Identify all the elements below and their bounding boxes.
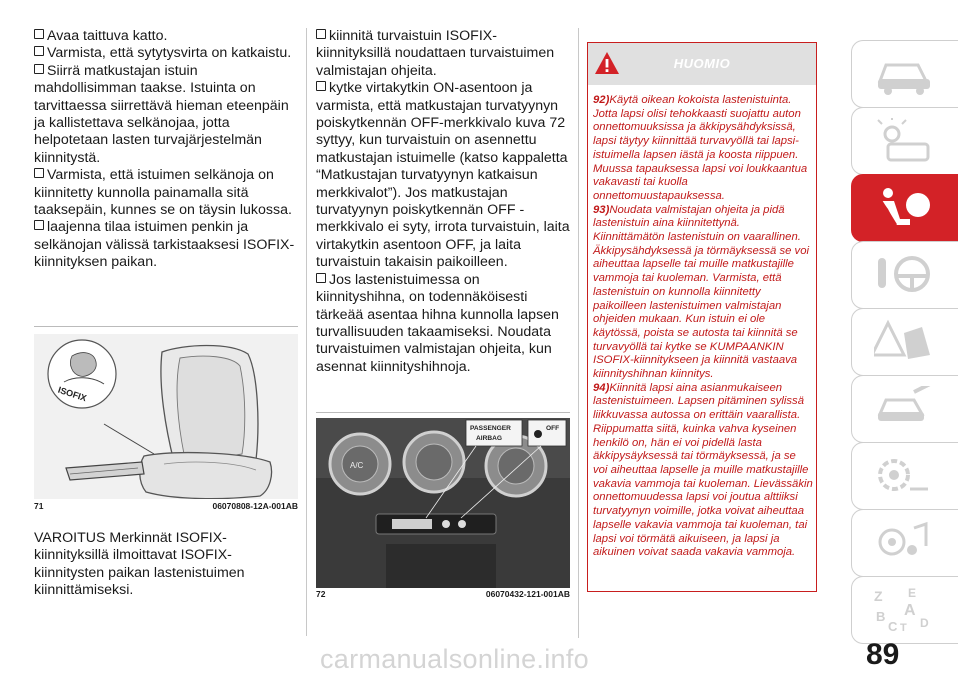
tab-maintenance[interactable] bbox=[851, 375, 958, 443]
step-text: kytke virtakytkin ON-asentoon ja varmista, että matkustajan turvatyynyn poiskytkennän OFF-merkkivalo kuva 72 syttyy, kun turvaistuin on asennettu matkustajan istuimelle (katso kappaletta “Matkustajan turvatyynyn katkaisun merkkivalot”). Jos matkustajan turvatyynyn poiskytkennän OFF -merkkivalo ei syty, irrota turvaistuin, laita virtakytkin asentoon OFF, ja laita turvaistuin takaisin paikoilleen. bbox=[316, 80, 570, 271]
checkbox-bullet-icon bbox=[34, 168, 44, 178]
caution-ref: 92) bbox=[593, 94, 610, 106]
column-divider bbox=[306, 28, 307, 636]
ac-label: A/C bbox=[350, 461, 364, 470]
technical-data-icon bbox=[874, 453, 934, 499]
index-letter: E bbox=[908, 587, 917, 600]
seat-drawing bbox=[34, 334, 298, 499]
instruction-step bbox=[316, 272, 570, 376]
isofix-seat-illustration bbox=[34, 334, 298, 499]
tab-technical-data[interactable] bbox=[851, 442, 958, 510]
off-label: OFF bbox=[546, 425, 560, 432]
step-text: kiinnitä turvaistuin ISOFIX-kiinnityksillä noudattaen turvaistuimen valmistajan ohjeita. bbox=[316, 28, 555, 79]
checkbox-bullet-icon bbox=[34, 46, 44, 56]
dashboard-airbag-illustration bbox=[316, 418, 570, 588]
caution-body bbox=[593, 94, 813, 560]
step-text: Jos lastenistuimessa on kiinnityshihna, on todennäköisesti tärkeää asentaa hihna kunnolla lapsen turvallisuuden takaamiseksi. Noudata turvaistuimen valmistajan ohjeita, kun asennat kiinnityshihnoja. bbox=[316, 271, 559, 375]
caution-text: Noudata valmistajan ohjeita ja pidä lastenistuin aina kiinnitettynä. Kiinnittämätön lastenistuin on vaarallinen. Äkkipysähdyksessä ja törmäyksessä se voi aiheuttaa lapselle tai muille matkustajille vammoja tai kuoleman. Varmista, että lastenistuin on kunnolla kiinnitetty paikoilleen lastenistuimen valmistajan ohjeiden mukaan. Kun istuin ei ole käytössä, poista se autosta tai kiinnitä se turvavyöllä tai kytke se KUMPAANKIN ISOFIX-kiinnitykseen ja kiinnitä vastaava kiinnityshihnan kiinnitys. bbox=[593, 203, 809, 381]
checkbox-bullet-icon bbox=[34, 220, 44, 230]
instruction-step bbox=[34, 45, 298, 62]
step-text: Varmista, että istuimen selkänoja on kiinnitetty kunnolla painamalla sitä taaksepäin, kunnes se on täysin lukossa. bbox=[34, 167, 292, 219]
caution-item bbox=[593, 382, 813, 560]
seat-safety-icon bbox=[874, 185, 934, 231]
checkbox-bullet-icon bbox=[34, 29, 44, 39]
figure-71 bbox=[34, 326, 298, 511]
passenger-label: PASSENGER bbox=[470, 425, 511, 432]
index-letter: T bbox=[900, 622, 907, 633]
console-drawing bbox=[316, 418, 570, 588]
column-divider bbox=[578, 28, 579, 638]
tab-warning-lights[interactable] bbox=[851, 107, 958, 175]
warning-text: VAROITUS Merkinnät ISOFIX-kiinnityksillä ilmoittavat ISOFIX-kiinnitysten paikan lastenistuimen kiinnittämiseksi. bbox=[34, 530, 245, 599]
step-text: Varmista, että sytytysvirta on katkaistu. bbox=[47, 45, 292, 62]
instruction-step bbox=[34, 63, 298, 167]
tab-safety[interactable] bbox=[851, 174, 958, 242]
left-column bbox=[34, 28, 298, 272]
instruction-step bbox=[316, 28, 570, 80]
step-text: laajenna tilaa istuimen penkin ja selkänojan välissä tarkistaaksesi ISOFIX-kiinnityksen paikan. bbox=[34, 219, 295, 271]
airbag-label: AIRBAG bbox=[476, 435, 503, 442]
caution-header bbox=[588, 43, 816, 85]
caution-text: Käytä oikean kokoista lastenistuinta. Jotta lapsi olisi tehokkaasti suojattu auton onnettomuuksissa ja äkkipysähdyksissä, lapsi täytyy kiinnittää turvavyöllä tai lapsi-istuimella lapsen iästä ja koosta riippuen. Muussa tapauksessa lapsi voi loukkaantua vakavasti tai kuolla onnettomuustapauksessa. bbox=[593, 94, 808, 202]
emergency-icon bbox=[874, 319, 934, 365]
instruction-step bbox=[316, 80, 570, 271]
figure-72 bbox=[316, 412, 570, 601]
tab-multimedia[interactable] bbox=[851, 509, 958, 577]
index-letter: B bbox=[876, 609, 886, 624]
tab-index[interactable] bbox=[851, 576, 958, 644]
figure-code: 06070808-12A-001AB bbox=[212, 501, 298, 511]
step-text: Avaa taittuva katto. bbox=[47, 28, 168, 44]
maintenance-icon bbox=[874, 386, 934, 432]
caution-text: Kiinnitä lapsi aina asianmukaiseen lastenistuimeen. Lapsen pitäminen sylissä liikkuvassa autossa on erittäin vaarallista. Riippumatta siitä, kuinka vahva kyseinen henkilö on, hän ei voi pidellä lasta äkkipysäyksessä tai törmäyksessä, ja se voi aiheuttaa lapselle ja muille matkustajille vakavia vammoja tai kuoleman. Lievässäkin onnettomuudessa lapsi voi joutua alttiiksi turvatyynyn voimille, jotka voivat aiheuttaa lapselle vakavia vammoja tai kuoleman, tai lapsi voi törmätä aikuiseen, ja lapsi ja aikuinen voivat saada vakavia vammoja. bbox=[593, 381, 813, 559]
warning-lights-icon bbox=[874, 118, 934, 164]
checkbox-bullet-icon bbox=[316, 81, 326, 91]
caution-ref: 94) bbox=[593, 381, 610, 394]
index-letter: Z bbox=[874, 588, 883, 604]
index-letter: D bbox=[920, 616, 929, 630]
page-number: 89 bbox=[866, 638, 900, 671]
figure-number: 71 bbox=[34, 501, 44, 511]
index-letter: A bbox=[904, 602, 916, 619]
figure-number: 72 bbox=[316, 589, 326, 599]
index-icon bbox=[874, 587, 934, 633]
index-letter: C bbox=[888, 619, 898, 633]
figure-code: 06070432-121-001AB bbox=[485, 589, 570, 599]
caution-item bbox=[593, 94, 813, 204]
caution-item bbox=[593, 204, 813, 382]
multimedia-icon bbox=[874, 520, 934, 566]
checkbox-bullet-icon bbox=[34, 64, 44, 74]
tab-starting-driving[interactable] bbox=[851, 241, 958, 309]
watermark: carmanualsonline.info bbox=[320, 644, 589, 674]
instruction-step bbox=[34, 28, 298, 45]
caution-ref: 93) bbox=[593, 203, 610, 216]
instruction-step bbox=[34, 167, 298, 219]
starting-driving-icon bbox=[874, 252, 934, 298]
isofix-badge-label: ISOFIX bbox=[56, 384, 88, 404]
step-text: Siirrä matkustajan istuin mahdollisimman taakse. Istuinta on tarvittaessa siirrettävä hieman eteenpäin ja kallistettava selkänojaa, jotta helpotetaan lasten turvajärjestelmän kiinnitystä. bbox=[34, 62, 289, 166]
tab-dashboard[interactable] bbox=[851, 40, 958, 108]
caution-box bbox=[587, 42, 817, 592]
car-dashboard-icon bbox=[874, 51, 934, 97]
checkbox-bullet-icon bbox=[316, 29, 326, 39]
instruction-step bbox=[34, 219, 298, 271]
middle-column bbox=[316, 28, 570, 376]
caution-title: HUOMIO bbox=[673, 56, 731, 71]
checkbox-bullet-icon bbox=[316, 273, 326, 283]
tab-emergency[interactable] bbox=[851, 308, 958, 376]
